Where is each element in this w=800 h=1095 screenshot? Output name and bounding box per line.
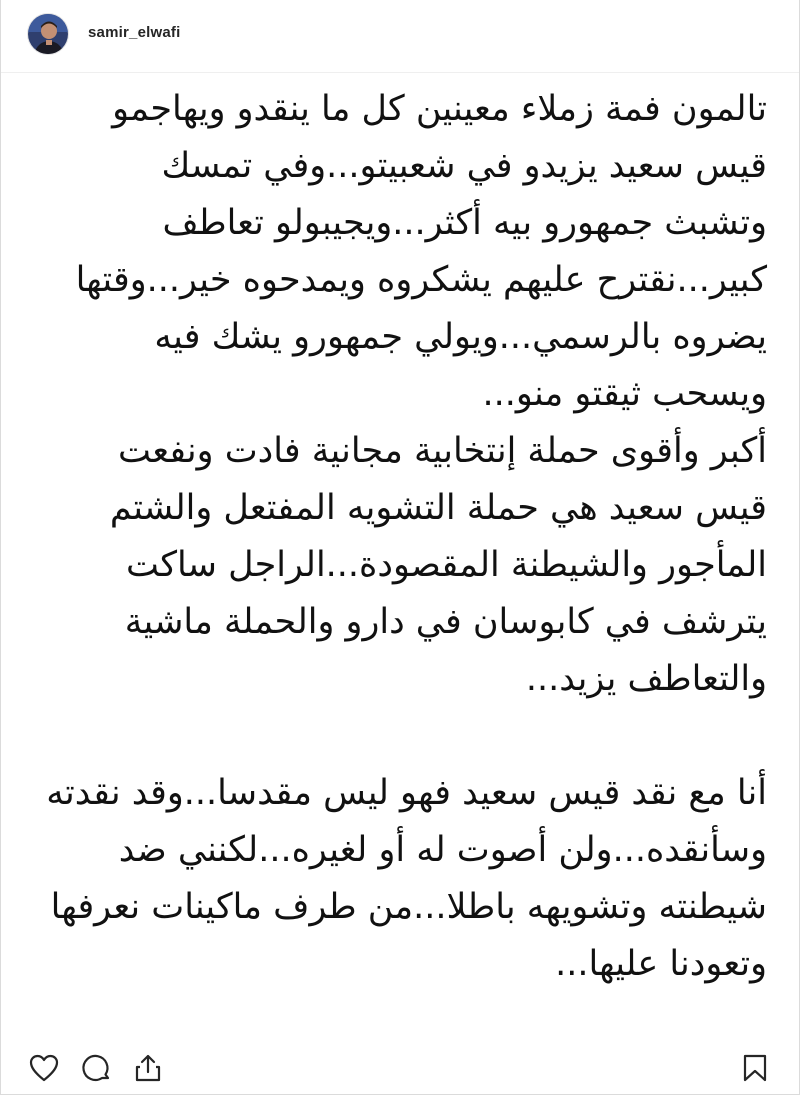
caption-line: تالمون فمة زملاء معينين كل ما ينقدو ويهاجمو — [112, 89, 767, 129]
caption-line: وتشبث جمهورو بيه أكثر...ويجيبولو تعاطف — [162, 203, 767, 243]
caption-line: ويسحب ثيقتو منو... — [482, 374, 767, 414]
avatar[interactable] — [27, 13, 69, 55]
caption-line: أنا مع نقد قيس سعيد فهو ليس مقدسا...وقد نقدته — [46, 773, 767, 813]
like-button[interactable] — [26, 1050, 62, 1086]
caption-line: المأجور والشيطنة المقصودة...الراجل ساكت — [125, 545, 767, 585]
caption-line: وتعودنا عليها... — [555, 944, 767, 984]
caption-line: أكبر وأقوى حملة إنتخابية مجانية فادت ونفعت — [117, 431, 767, 471]
bookmark-icon — [742, 1053, 768, 1083]
caption-line: يضروه بالرسمي...ويولي جمهورو يشك فيه — [154, 317, 767, 357]
caption-line: والتعاطف يزيد... — [525, 659, 767, 699]
caption-line: قيس سعيد يزيدو في شعبيتو...وفي تمسك — [161, 146, 767, 186]
username[interactable]: samir_elwafi — [88, 23, 181, 41]
caption-blank-line — [22, 708, 767, 765]
heart-icon — [29, 1054, 59, 1082]
caption-line: قيس سعيد هي حملة التشويه المفتعل والشتم — [109, 488, 767, 528]
action-bar — [1, 1040, 799, 1095]
caption-text — [22, 81, 767, 993]
share-button[interactable] — [130, 1050, 166, 1086]
caption-line: كبير...نقترح عليهم يشكروه ويمدحوه خير...وقتها — [75, 260, 767, 300]
caption-line: شيطنته وتشويهه باطلا...من طرف ماكينات نعرفها — [50, 887, 767, 927]
comment-button[interactable] — [78, 1050, 114, 1086]
avatar-image — [28, 14, 69, 55]
post-image — [1, 72, 799, 1040]
save-button[interactable] — [737, 1050, 773, 1086]
caption-line: وسأنقده...ولن أصوت له أو لغيره...لكنني ضد — [118, 830, 767, 870]
comment-icon — [81, 1053, 111, 1083]
post-header — [1, 0, 799, 68]
share-icon — [134, 1053, 162, 1083]
caption-line: يترشف في كابوسان في دارو والحملة ماشية — [124, 602, 767, 642]
